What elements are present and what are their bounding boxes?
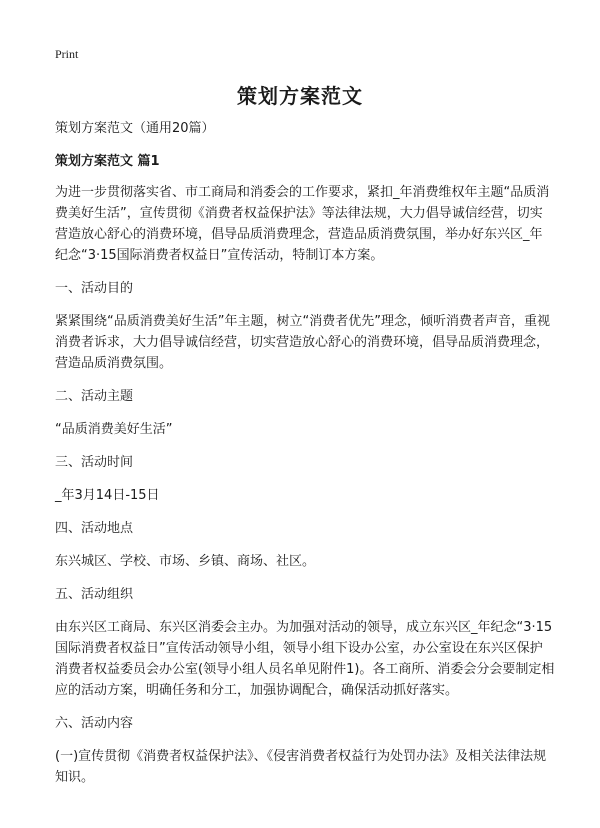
paragraph-time: _年3月14日-15日 bbox=[55, 488, 160, 503]
document-body bbox=[55, 118, 555, 800]
heading-location: 四、活动地点 bbox=[55, 521, 134, 536]
print-label[interactable]: Print bbox=[55, 47, 79, 61]
intro-paragraph: 为进一步贯彻落实省、市工商局和消委会的工作要求，紧扣_年消费维权年主题“品质消费美好生活”，宣传贯彻《消费者权益保护法》等法律法规，大力倡导诚信经营，切实营造放心舒心的消费环境，倡导品质消费理念，营造品质消费氛围，举办好东兴区_年纪念“3·15国际消费者权益日”宣传活动，特制订本方案。 bbox=[55, 185, 550, 263]
paragraph-location: 东兴城区、学校、市场、乡镇、商场、社区。 bbox=[55, 554, 316, 569]
paragraph-theme: “品质消费美好生活” bbox=[55, 422, 173, 437]
section-title: 策划方案范文 篇1 bbox=[55, 154, 160, 169]
paragraph-content: (一)宣传贯彻《消费者权益保护法》、《侵害消费者权益行为处罚办法》及相关法律法规知识。 bbox=[55, 749, 547, 785]
document-title: 策划方案范文 bbox=[237, 84, 363, 108]
paragraph-purpose: 紧紧围绕“品质消费美好生活”年主题，树立“消费者优先”理念，倾听消费者声音，重视消费者诉求，大力倡导诚信经营，切实营造放心舒心的消费环境，倡导品质消费理念，营造品质消费氛围。 bbox=[55, 314, 550, 371]
paragraph-organization: 由东兴区工商局、东兴区消委会主办。为加强对活动的领导，成立东兴区_年纪念“3·15国际消费者权益日”宣传活动领导小组，领导小组下设办公室，办公室设在东兴区保护消费者权益委员会办公室(领导小组人员名单见附件1)。各工商所、消委会分会要制定相应的活动方案，明确任务和分工，加强协调配合，确保活动抓好落实。 bbox=[55, 620, 555, 698]
heading-theme: 二、活动主题 bbox=[55, 389, 134, 404]
heading-content: 六、活动内容 bbox=[55, 716, 134, 731]
heading-time: 三、活动时间 bbox=[55, 455, 134, 470]
document-subtitle: 策划方案范文（通用20篇） bbox=[55, 121, 215, 136]
heading-purpose: 一、活动目的 bbox=[55, 281, 134, 296]
heading-organization: 五、活动组织 bbox=[55, 587, 134, 602]
